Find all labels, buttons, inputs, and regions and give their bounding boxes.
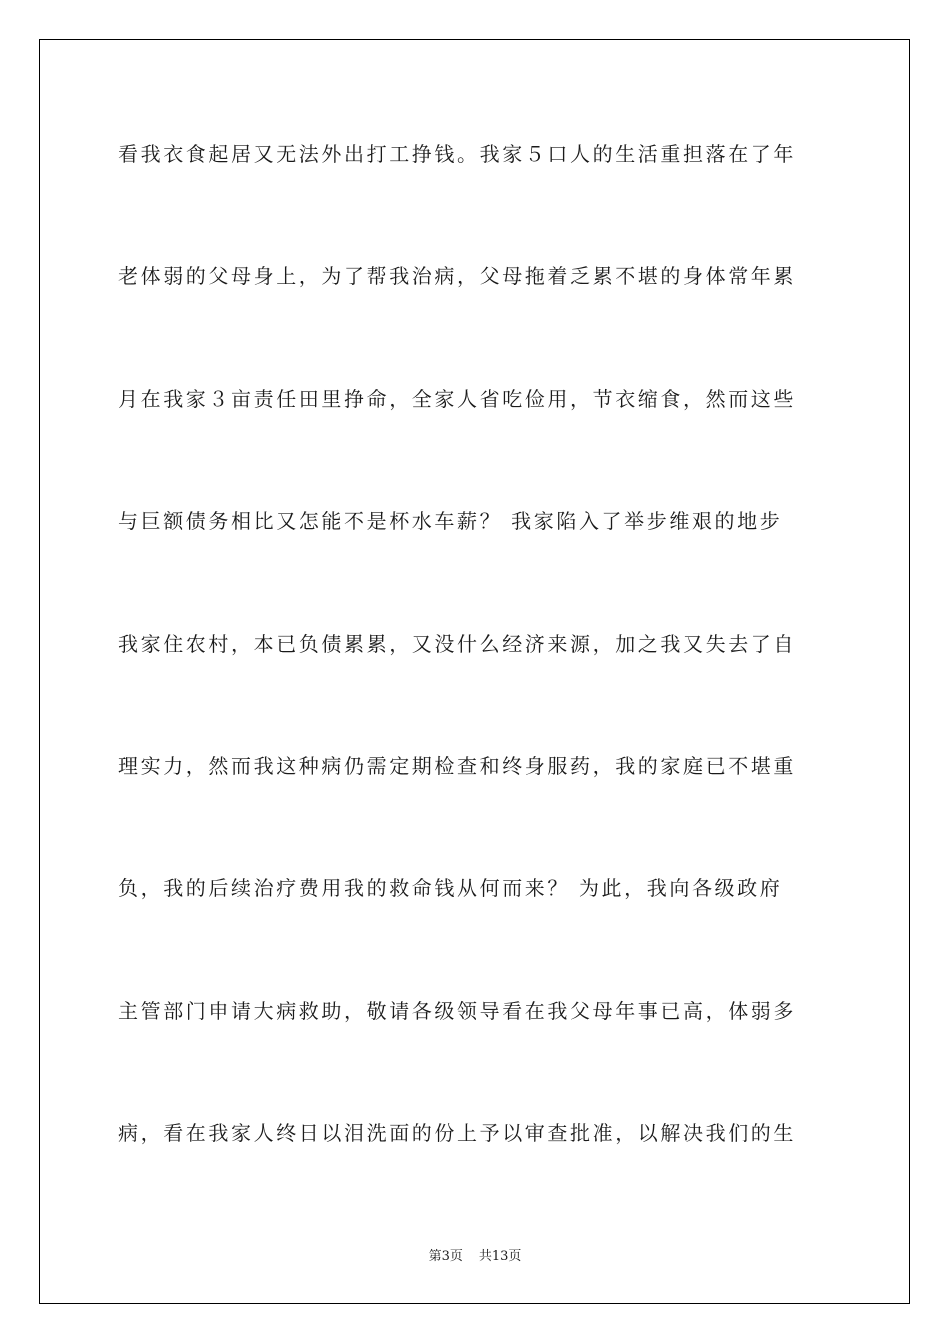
page-footer (0, 1245, 950, 1264)
page-number: 第3页 (428, 1249, 463, 1264)
text-line: 病，看在我家人终日以泪洗面的份上予以审查批准，以解决我们的生 (118, 1121, 796, 1146)
text-line: 我家住农村，本已负债累累，又没什么经济来源，加之我又失去了自 (118, 631, 796, 656)
text-line: 老体弱的父母身上，为了帮我治病，父母拖着乏累不堪的身体常年累 (118, 264, 796, 289)
text-line: 主管部门申请大病救助，敬请各级领导看在我父母年事已高，体弱多 (118, 998, 796, 1023)
total-pages: 共13页 (478, 1249, 522, 1264)
text-line: 负，我的后续治疗费用我的救命钱从何而来？ 为此，我向各级政府 (118, 876, 783, 901)
text-line: 看我衣食起居又无法外出打工挣钱。我家５口人的生活重担落在了年 (118, 142, 796, 166)
document-body (118, 124, 838, 1226)
text-line: 月在我家３亩责任田里挣命，全家人省吃俭用，节衣缩食，然而这些 (118, 386, 796, 411)
text-line: 理实力，然而我这种病仍需定期检查和终身服药，我的家庭已不堪重 (118, 753, 796, 778)
text-line: 与巨额债务相比又怎能不是杯水车薪？ 我家陷入了举步维艰的地步 (118, 509, 783, 534)
